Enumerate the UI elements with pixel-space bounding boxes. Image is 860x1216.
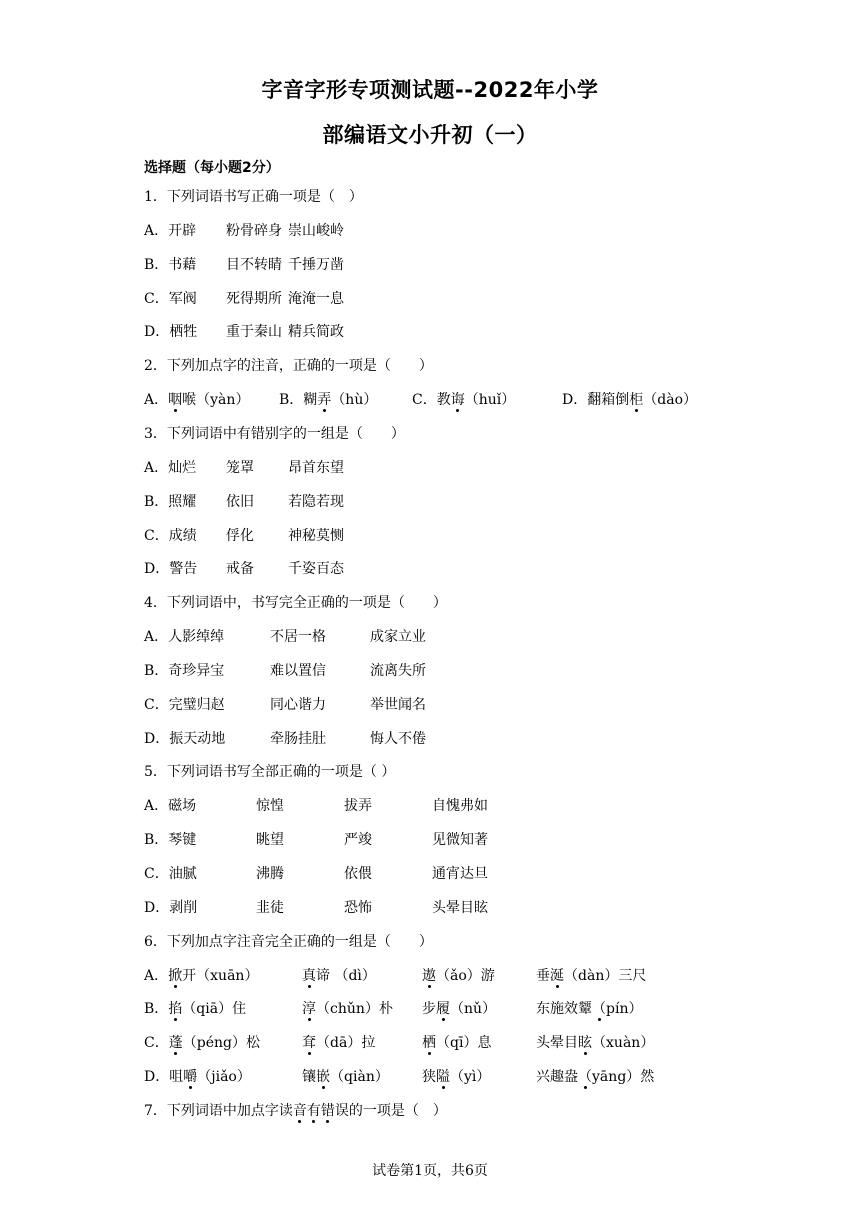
option-word: 举世闻名 (370, 696, 426, 713)
row-text: C．成绩 (144, 527, 197, 544)
option-word: 悔人不倦 (370, 730, 426, 747)
option-word: 栖（qī）息 (422, 1035, 492, 1052)
option-word: 俘化 (226, 527, 254, 544)
option-word: 崇山峻岭 (288, 222, 344, 239)
row-text: C．军阀 (144, 290, 197, 307)
title-line-2: 部编语文小升初（一） (322, 123, 538, 147)
row-text: 7．下列词语中加点字读音有错误的一项是（ ） (144, 1102, 447, 1119)
row-text: 5．下列词语书写全部正确的一项是（ ） (144, 764, 396, 781)
row-text: C．完璧归赵 (144, 696, 225, 713)
row-text: 6．下列加点字注音完全正确的一组是（ ） (144, 933, 433, 950)
row-text: D．警告 (144, 561, 198, 578)
option-word: 严竣 (344, 832, 372, 849)
option-word: 自愧弗如 (432, 798, 488, 815)
option-word: 牵肠挂肚 (270, 730, 326, 747)
option-word: 韭徒 (256, 899, 284, 916)
row-text: A．磁场 (144, 798, 197, 815)
option-word: 若隐若现 (288, 493, 344, 510)
option-word: 遨（ǎo）游 (422, 967, 495, 984)
option-word: 见微知著 (432, 832, 488, 849)
option-word: 昂首东望 (288, 459, 344, 476)
option-word: 耷（dā）拉 (302, 1035, 376, 1052)
option-word: 拔弄 (344, 798, 372, 815)
option-word: 恐怖 (344, 899, 372, 916)
section-heading: 选择题（每小题2分） (144, 160, 280, 176)
row-text: A．人影绰绰 (144, 629, 225, 646)
row-text: C．蓬（péng）松 (144, 1035, 260, 1052)
row-text: 2．下列加点字的注音，正确的一项是（ ） (144, 358, 433, 375)
row-text: D．剥削 (144, 899, 198, 916)
option-word: 眺望 (256, 832, 284, 849)
option-word: 淳（chǔn）朴 (302, 1001, 393, 1018)
option-word: 千捶万凿 (288, 256, 344, 273)
option-word: 沸腾 (256, 866, 284, 882)
option-word: 东施效颦（pín） (536, 1001, 643, 1018)
option-word: 惊惶 (256, 798, 284, 815)
option-word: 淹淹一息 (288, 290, 344, 307)
row-text: D．栖牲 (144, 324, 198, 341)
option-word: 戒备 (226, 561, 254, 578)
option-word: 狭隘（yì） (422, 1069, 491, 1086)
option-word: 步履（nǔ） (422, 1001, 497, 1018)
option-word: 兴趣盎（yāng）然 (536, 1069, 655, 1086)
row-text: A．掀开（xuān） (144, 967, 259, 984)
option-word: 依偎 (344, 866, 372, 882)
row-text: 4．下列词语中，书写完全正确的一项是（ ） (144, 595, 447, 612)
option-word: 精兵简政 (288, 324, 344, 341)
option-word: 成家立业 (370, 629, 426, 646)
row-text: A．咽喉（yàn） (144, 392, 250, 409)
title-line-1: 字音字形专项测试题--2022年小学 (261, 78, 599, 102)
option-word: 千姿百态 (288, 561, 344, 578)
row-text: B．琴键 (144, 832, 197, 849)
row-text: B．掐（qiā）住 (144, 1001, 247, 1018)
row-text: C．油腻 (144, 866, 197, 882)
row-text: A．灿烂 (144, 459, 197, 476)
option-word: 粉骨碎身 (226, 222, 282, 239)
option-word: 目不转睛 (226, 256, 282, 273)
option-word: 死得期所 (226, 290, 282, 307)
row-text: B．书藉 (144, 256, 197, 273)
option-word: 神秘莫恻 (288, 527, 344, 544)
row-text: D．咀嚼（jiǎo） (144, 1069, 251, 1086)
option-word: 头晕目眩 (432, 899, 488, 916)
option-word: 镶嵌（qiàn） (302, 1069, 389, 1086)
option-word: B．糊弄（hù） (279, 392, 378, 409)
option-word: 依旧 (226, 493, 254, 510)
option-word: 真谛 （dì） (302, 967, 376, 984)
option-word: C．教诲（huǐ） (412, 392, 516, 409)
option-word: 重于秦山 (226, 324, 282, 341)
option-word: 头晕目眩（xuàn） (536, 1035, 655, 1052)
option-word: 难以置信 (270, 662, 326, 679)
option-word: D．翻箱倒柜（dào） (562, 392, 697, 409)
row-text: A．开辟 (144, 222, 197, 239)
option-word: 通宵达旦 (432, 866, 488, 882)
option-word: 不居一格 (270, 629, 326, 646)
row-text: B．奇珍异宝 (144, 662, 225, 679)
row-text: 3．下列词语中有错别字的一组是（ ） (144, 425, 405, 442)
page-footer: 试卷第1页，共6页 (372, 1163, 488, 1179)
option-word: 笼罩 (226, 459, 254, 476)
row-text: D．振天动地 (144, 730, 226, 747)
option-word: 垂涎（dàn）三尺 (536, 967, 647, 984)
row-text: B．照耀 (144, 493, 197, 510)
option-word: 同心谐力 (270, 696, 326, 713)
option-word: 流离失所 (370, 662, 426, 679)
row-text: 1．下列词语书写正确一项是（ ） (144, 189, 363, 205)
